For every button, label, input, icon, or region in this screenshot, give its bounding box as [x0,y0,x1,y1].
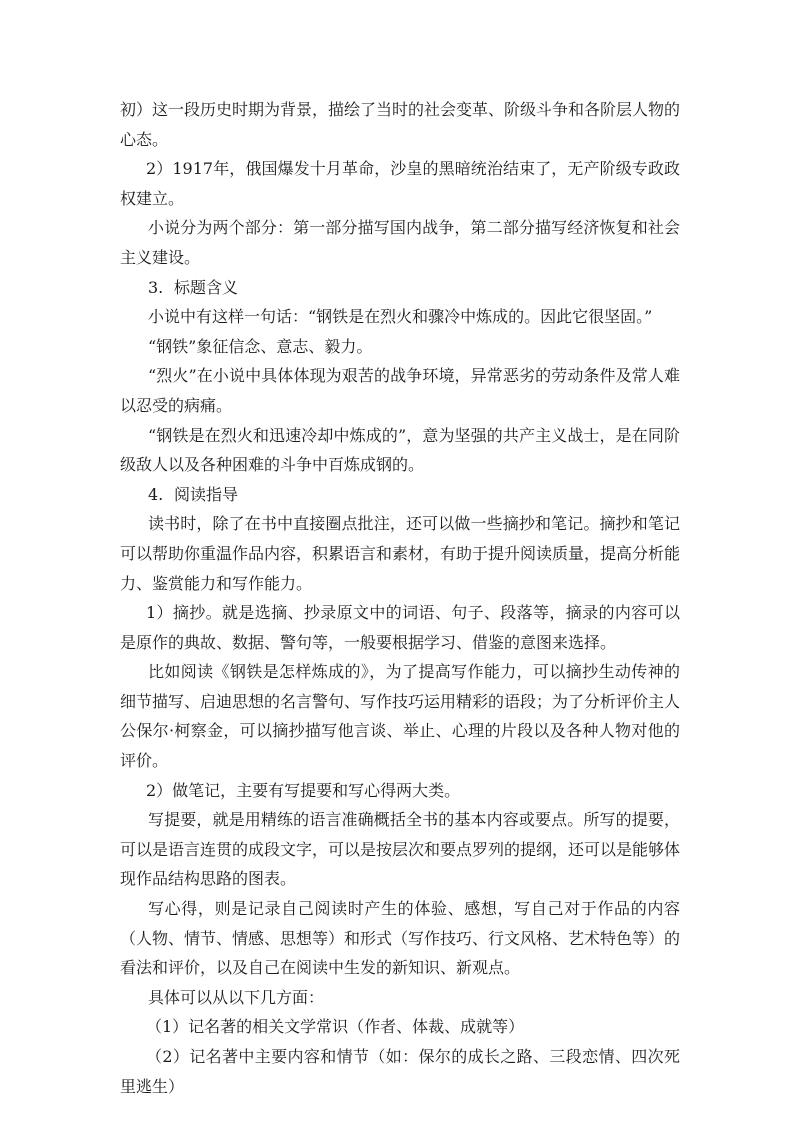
paragraph-excerpting: 1）摘抄。就是选摘、抄录原文中的词语、句子、段落等，摘录的内容可以是原作的典故、数据、警句等，一般要根据学习、借鉴的意图来选择。 [120,603,680,652]
paragraph-aspects-intro: 具体可以从以下几方面： [148,987,325,1007]
paragraph-excerpt-example: 比如阅读《钢铁是怎样炼成的》，为了提高写作能力，可以摘抄生动传神的细节描写、启迪思想的名言警句、写作技巧运用精彩的语段；为了分析评价主人公保尔·柯察金，可以摘抄描写他言谈、举止、心理的片段以及各种人物对他的评价。 [120,662,681,771]
paragraph-reflection-writing: 写心得，则是记录自己阅读时产生的体验、感想，写自己对于作品的内容（人物、情节、情感、思想等）和形式（写作技巧、行文风格、艺术特色等）的看法和评价，以及自己在阅读中生发的新知识、新观点。 [120,899,681,978]
paragraph-note-taking: 2）做笔记，主要有写提要和写心得两大类。 [146,780,461,800]
paragraph-quote: 小说中有这样一句话：“钢铁是在烈火和骤冷中炼成的。因此它很坚固。” [148,307,653,327]
section-title: 标题含义 [174,277,239,297]
paragraph-fire-meaning: “烈火”在小说中具体体现为艰苦的战争环境，异常恶劣的劳动条件及常人难以忍受的病痛。 [120,366,680,415]
paragraph-october-revolution: 2）1917年，俄国爆发十月革命，沙皇的黑暗统治结束了，无产阶级专政政权建立。 [120,159,680,208]
paragraph-steel-symbol: “钢铁”象征信念、意志、毅力。 [148,336,373,356]
section-number: 4. [148,484,164,504]
paragraph-title-meaning: “钢铁是在烈火和迅速冷却中炼成的”，意为坚强的共产主义战士，是在同阶级敌人以及各种困难的斗争中百炼成钢的。 [120,425,680,475]
list-item-literary-knowledge: （1）记名著的相关文学常识（作者、体裁、成就等） [146,1017,525,1037]
document-body [120,95,680,1101]
paragraph-historical-background: 初）这一段历史时期为背景，描绘了当时的社会变革、阶级斗争和各阶层人物的心态。 [120,100,681,149]
paragraph-novel-structure: 小说分为两个部分：第一部分描写国内战争，第二部分描写经济恢复和社会主义建设。 [120,218,680,267]
section-heading-title-meaning [120,273,680,303]
section-heading-reading-guide [120,480,680,510]
section-title: 阅读指导 [174,484,239,504]
section-number: 3. [148,277,164,297]
paragraph-reading-intro: 读书时，除了在书中直接圈点批注，还可以做一些摘抄和笔记。摘抄和笔记可以帮助你重温作品内容，积累语言和素材，有助于提升阅读质量，提高分析能力、鉴赏能力和写作能力。 [120,514,681,593]
list-item-main-content: （2）记名著中主要内容和情节（如：保尔的成长之路、三段恋情、四次死里逃生） [120,1047,680,1096]
paragraph-summary-writing: 写提要，就是用精练的语言准确概括全书的基本内容或要点。所写的提要，可以是语言连贯的成段文字，可以是按层次和要点罗列的提纲，还可以是能够体现作品结构思路的图表。 [120,810,681,889]
